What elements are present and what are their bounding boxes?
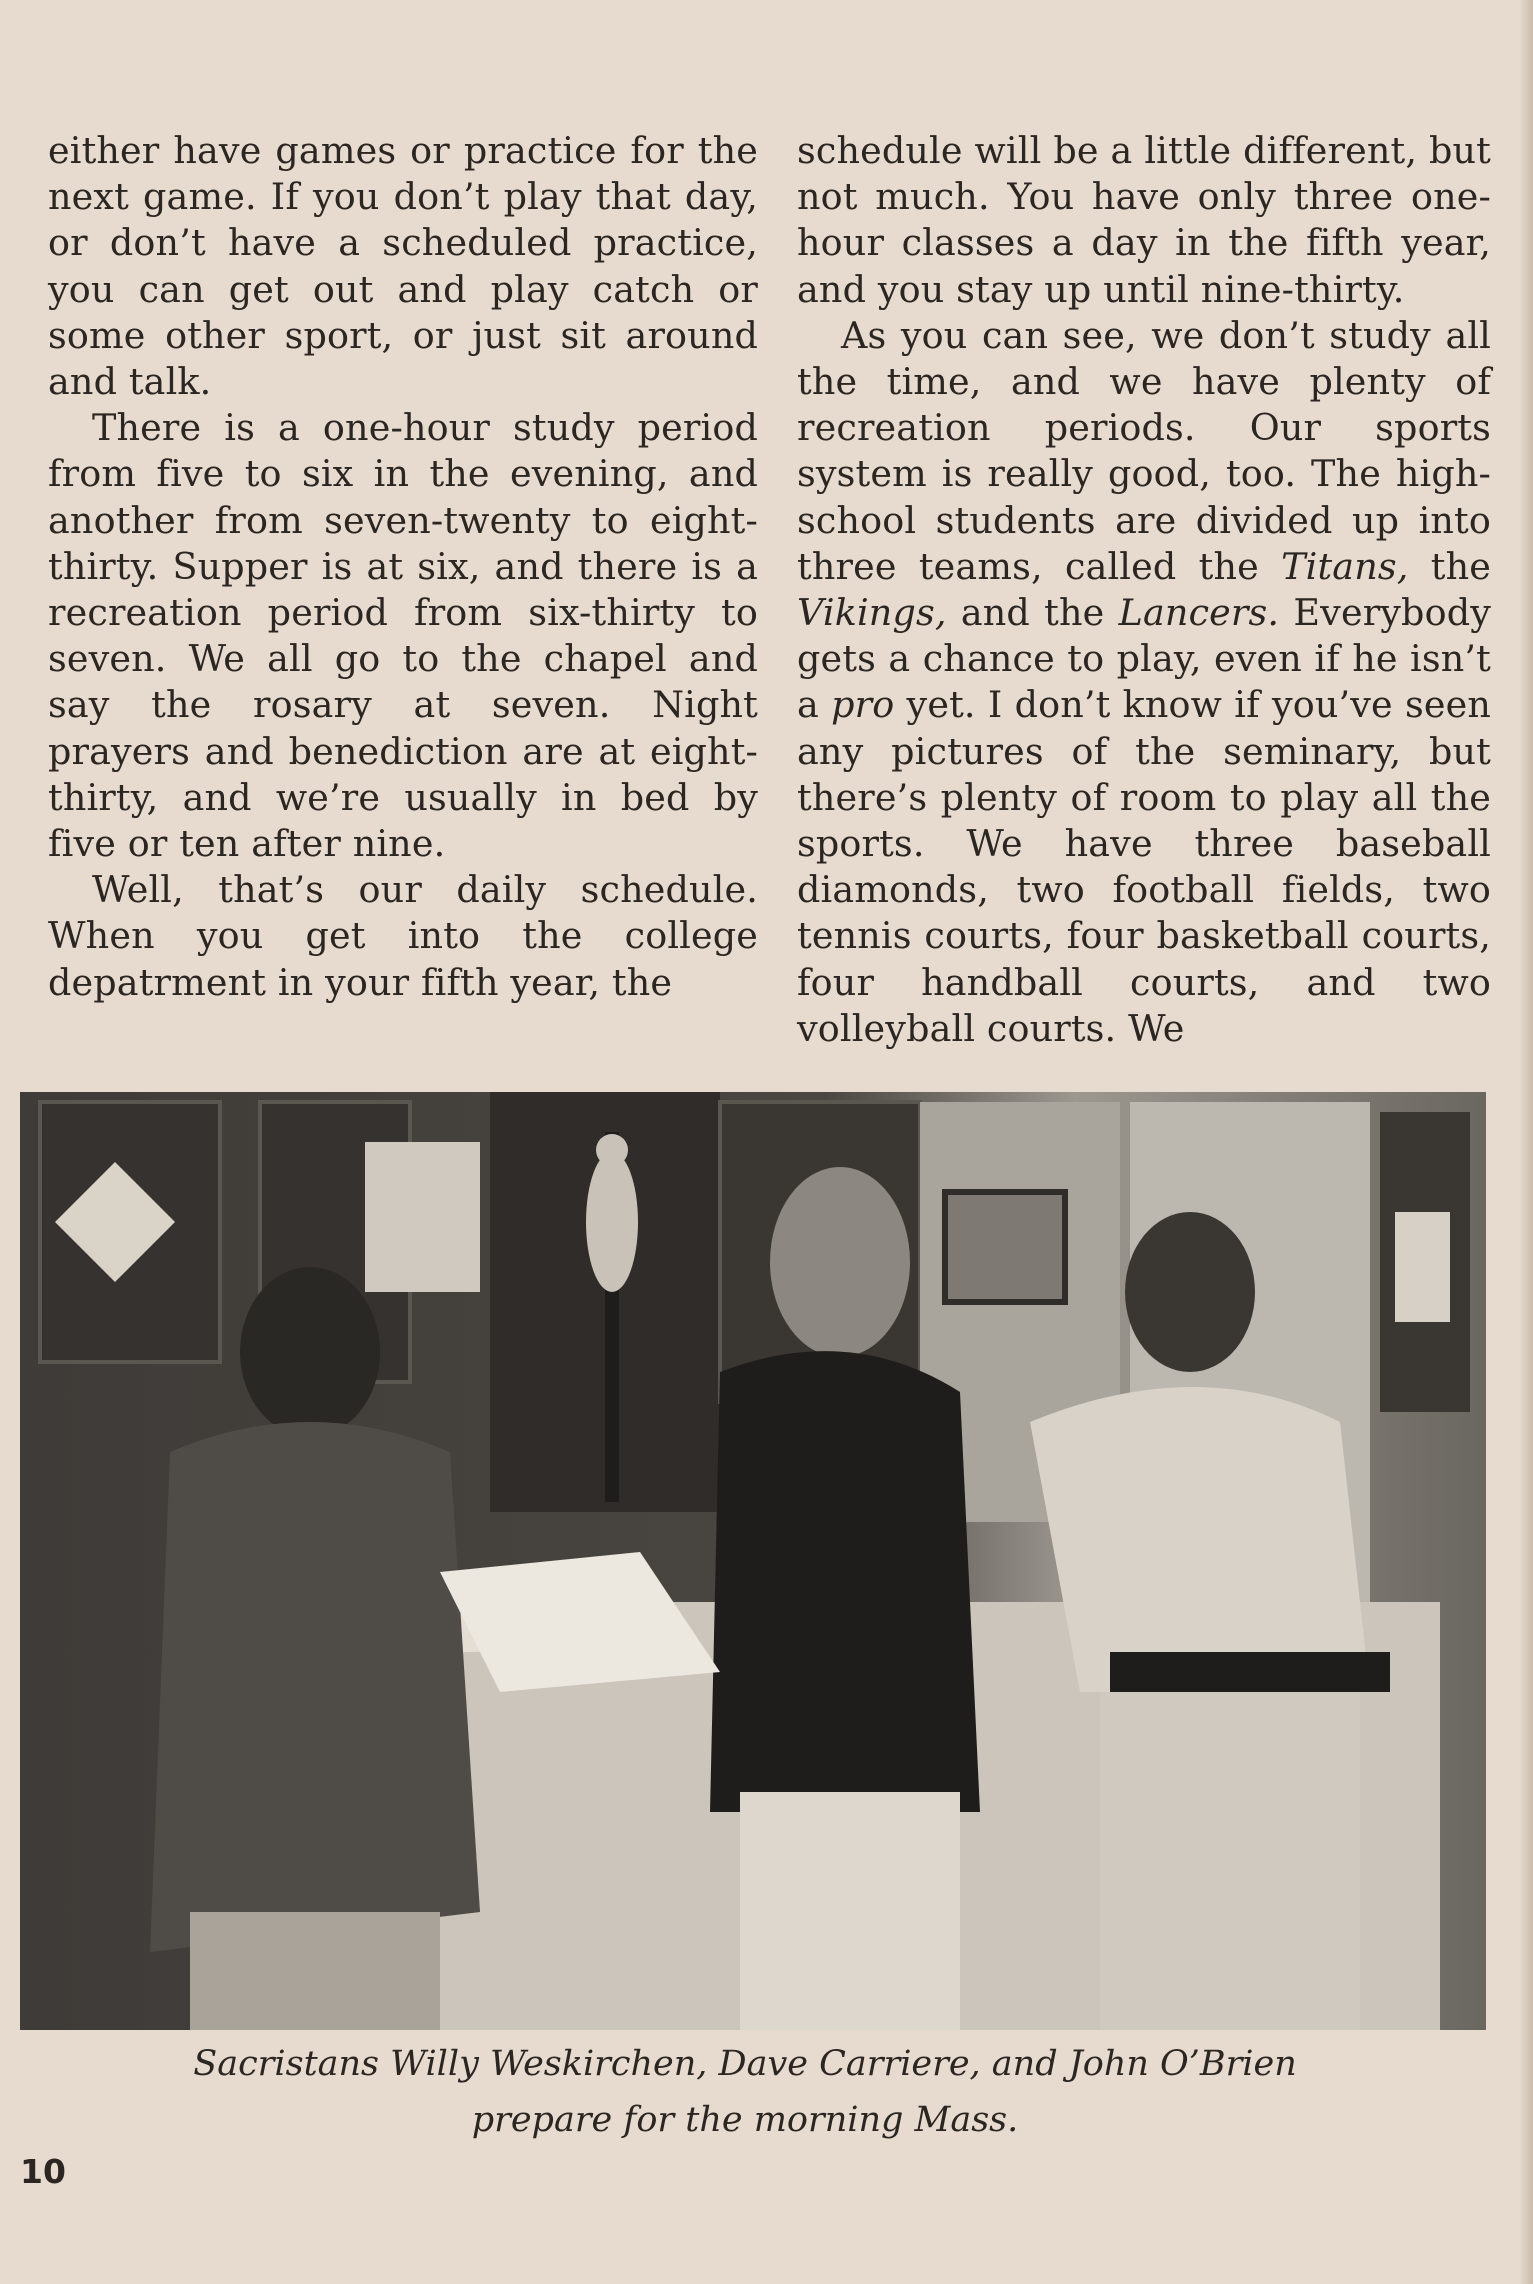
paragraph: schedule will be a little different, but not much. You have only three one-hour classes a day in the fifth year, and you stay up until nine-thirty.: [797, 129, 1491, 311]
text-run: yet. I don’t know if you’ve seen any pictures of the seminary, but there’s plenty of room to play all the sports. We have three baseball diamonds, two football fields, two tennis courts, four basketball courts, four handball courts, and two volleyball courts. We: [797, 683, 1491, 1050]
team-name-lancers: Lancers.: [1118, 591, 1280, 635]
right-column: [797, 128, 1491, 1052]
paragraph: Well, that’s our daily schedule. When you get into the college depatrment in your fifth year, the: [48, 868, 758, 1004]
team-name-titans: Titans,: [1281, 544, 1409, 588]
caption-line-1: Sacristans Willy Weskirchen, Dave Carriere, and John O’Brien: [193, 2044, 1297, 2084]
text-run: Everybody gets a chance to play, even if he isn’t a: [797, 591, 1491, 727]
paragraph: [797, 313, 1491, 1052]
left-column: [48, 128, 758, 1006]
photo-caption: [80, 2036, 1410, 2148]
text-run: and the: [946, 591, 1119, 635]
sacristans-photo: [20, 1092, 1486, 2030]
page-number: 10: [20, 2152, 66, 2191]
text-run: the: [1408, 544, 1491, 588]
caption-line-2: prepare for the morning Mass.: [471, 2100, 1019, 2140]
italic-word-pro: pro: [831, 683, 895, 727]
team-name-vikings: Vikings,: [797, 591, 947, 635]
photo-illustration: [20, 1092, 1486, 2030]
page-edge-shadow: [1519, 0, 1533, 2284]
text-run: As you can see, we don’t study all the time, and we have plenty of recreation periods. Our sports system is really good, too. The high-school students are divided up into three teams, called the: [797, 313, 1491, 588]
paragraph: either have games or practice for the next game. If you don’t play that day, or don’t have a scheduled practice, you can get out and play catch or some other sport, or just sit around and talk.: [48, 129, 758, 404]
paragraph: There is a one-hour study period from five to six in the evening, and another from seven-twenty to eight-thirty. Supper is at six, and there is a recreation period from six-thirty to seven. We all go to the chapel and say the rosary at seven. Night prayers and benediction are at eight-thirty, and we’re usually in bed by five or ten after nine.: [48, 406, 758, 866]
